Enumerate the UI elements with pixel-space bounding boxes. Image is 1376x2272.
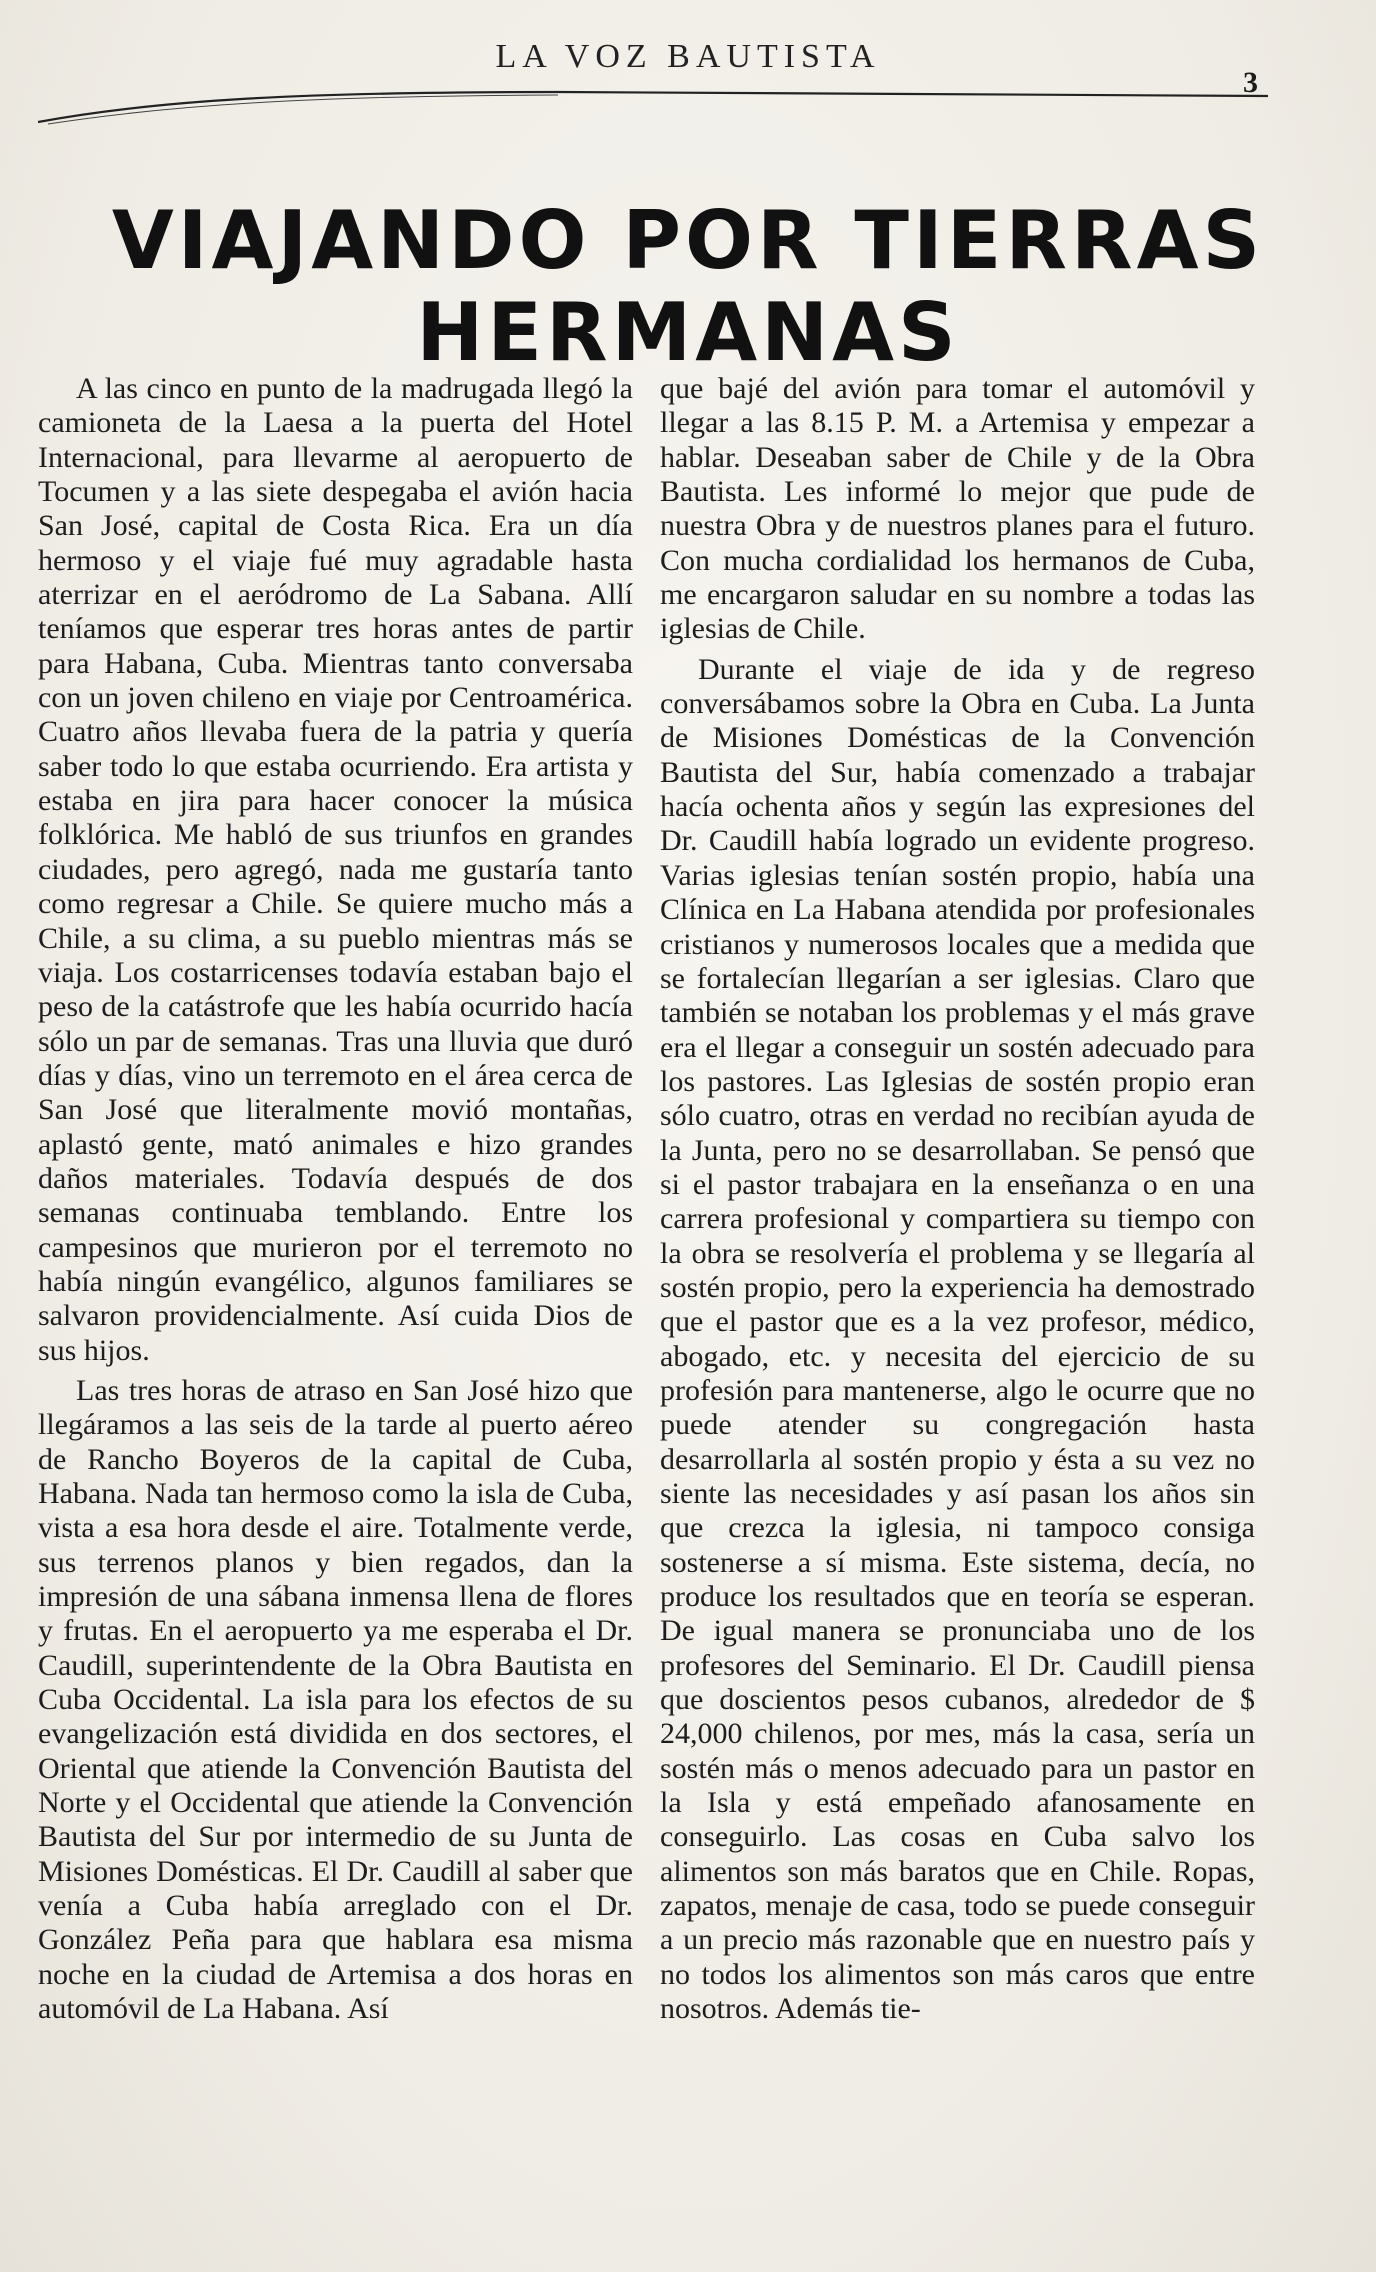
right-paragraph-1: que bajé del avión para tomar el automóvil y llegar a las 8.15 P. M. a Artemisa y empezar a hablar. Deseaban saber de Chile y de la Obra Bautista. Les informé lo mejor que pude de nuestra Obra y de nuestros planes para el futuro. Con mucha cordialidad los hermanos de Cuba, me encargaron saludar en su nombre a todas las iglesias de Chile. (660, 372, 1255, 646)
article-title (60, 195, 1316, 379)
left-column (38, 372, 633, 2027)
left-paragraph-2: Las tres horas de atraso en San José hizo que llegáramos a las seis de la tarde al puerto aéreo de Rancho Boyeros de la capital de Cuba, Habana. Nada tan hermoso como la isla de Cuba, vista a esa hora desde el aire. Totalmente verde, sus terrenos planos y bien regados, dan la impresión de una sábana inmensa llena de flores y frutas. En el aeropuerto ya me esperaba el Dr. Caudill, superintendente de la Obra Bautista en Cuba Occidental. La isla para los efectos de su evangelización está dividida en dos sectores, el Oriental que atiende la Convención Bautista del Norte y el Occidental que atiende la Convención Bautista del Sur por intermedio de su Junta de Misiones Domésticas. El Dr. Caudill al saber que venía a Cuba había arreglado con el Dr. González Peña para que hablara esa misma noche en la ciudad de Artemisa a dos horas en automóvil de La Habana. Así (38, 1373, 633, 2026)
right-column (660, 372, 1255, 2027)
header-rule (38, 86, 1268, 126)
left-paragraph-1: A las cinco en punto de la madrugada llegó la camioneta de la Laesa a la puerta del Hotel Internacional, para llevarme al aeropuerto de Tocumen y a las siete despegaba el avión hacia San José, capital de Costa Rica. Era un día hermoso y el viaje fué muy agradable hasta aterrizar en el aeródromo de La Sabana. Allí teníamos que esperar tres horas antes de partir para Habana, Cuba. Mientras tanto conversaba con un joven chileno en viaje por Centroamérica. Cuatro años llevaba fuera de la patria y quería saber todo lo que estaba ocurriendo. Era artista y estaba en jira para hacer conocer la música folklórica. Me habló de sus triunfos en grandes ciudades, pero agregó, nada me gustaría tanto como regresar a Chile. Se quiere mucho más a Chile, a su clima, a su pueblo mientras más se viaja. Los costarricenses todavía estaban bajo el peso de la catástrofe que les había ocurrido hacía sólo un par de semanas. Tras una lluvia que duró días y días, vino un terremoto en el área cerca de San José que literalmente movió montañas, aplastó gente, mató animales e hizo grandes daños materiales. Todavía después de dos semanas continuaba temblando. Entre los campesinos que murieron por el terremoto no había ningún evangélico, algunos familiares se salvaron providencialmente. Así cuida Dios de sus hijos. (38, 372, 633, 1367)
right-paragraph-2: Durante el viaje de ida y de regreso conversábamos sobre la Obra en Cuba. La Junta de Misiones Domésticas de la Convención Bautista del Sur, había comenzado a trabajar hacía ochenta años y según las expresiones del Dr. Caudill había logrado un evidente progreso. Varias iglesias tenían sostén propio, había una Clínica en La Habana atendida por profesionales cristianos y numerosos locales que a medida que se fortalecían llegarían a ser iglesias. Claro que también se notaban los problemas y el más grave era el llegar a conseguir un sostén adecuado para los pastores. Las Iglesias de sostén propio eran sólo cuatro, otras en verdad no recibían ayuda de la Junta, pero no se desarrollaban. Se pensó que si el pastor trabajara en la enseñanza o en una carrera profesional y compartiera su tiempo con la obra se resolvería el problema y se llegaría al sostén propio, pero la experiencia ha demostrado que el pastor que es a la vez profesor, médico, abogado, etc. y necesita del ejercicio de su profesión para mantenerse, algo le ocurre que no puede atender su congregación hasta desarrollarla al sostén propio y ésta a su vez no siente las necesidades y así pasan los años sin que crezca la iglesia, ni tampoco consiga sostenerse a sí misma. Este sistema, decía, no produce los resultados que en teoría se esperan. De igual manera se pronunciaba uno de los profesores del Seminario. El Dr. Caudill piensa que doscientos pesos cubanos, alrededor de $ 24,000 chilenos, por mes, más la casa, sería un sostén más o menos adecuado para un pastor en la Isla y está empeñado afanosamente en conseguirlo. Las cosas en Cuba salvo los alimentos son más baratos que en Chile. Ropas, zapatos, menaje de casa, todo se puede conseguir a un precio más razonable que en nuestro país y no todos los alimentos son más caros que entre nosotros. Además tie- (660, 652, 1255, 2026)
page-number: 3 (1243, 66, 1258, 99)
publication-header: LA VOZ BAUTISTA (495, 38, 881, 75)
article-title-line-2: HERMANAS (416, 286, 960, 379)
article-title-line-1: VIAJANDO POR TIERRAS (111, 194, 1265, 287)
